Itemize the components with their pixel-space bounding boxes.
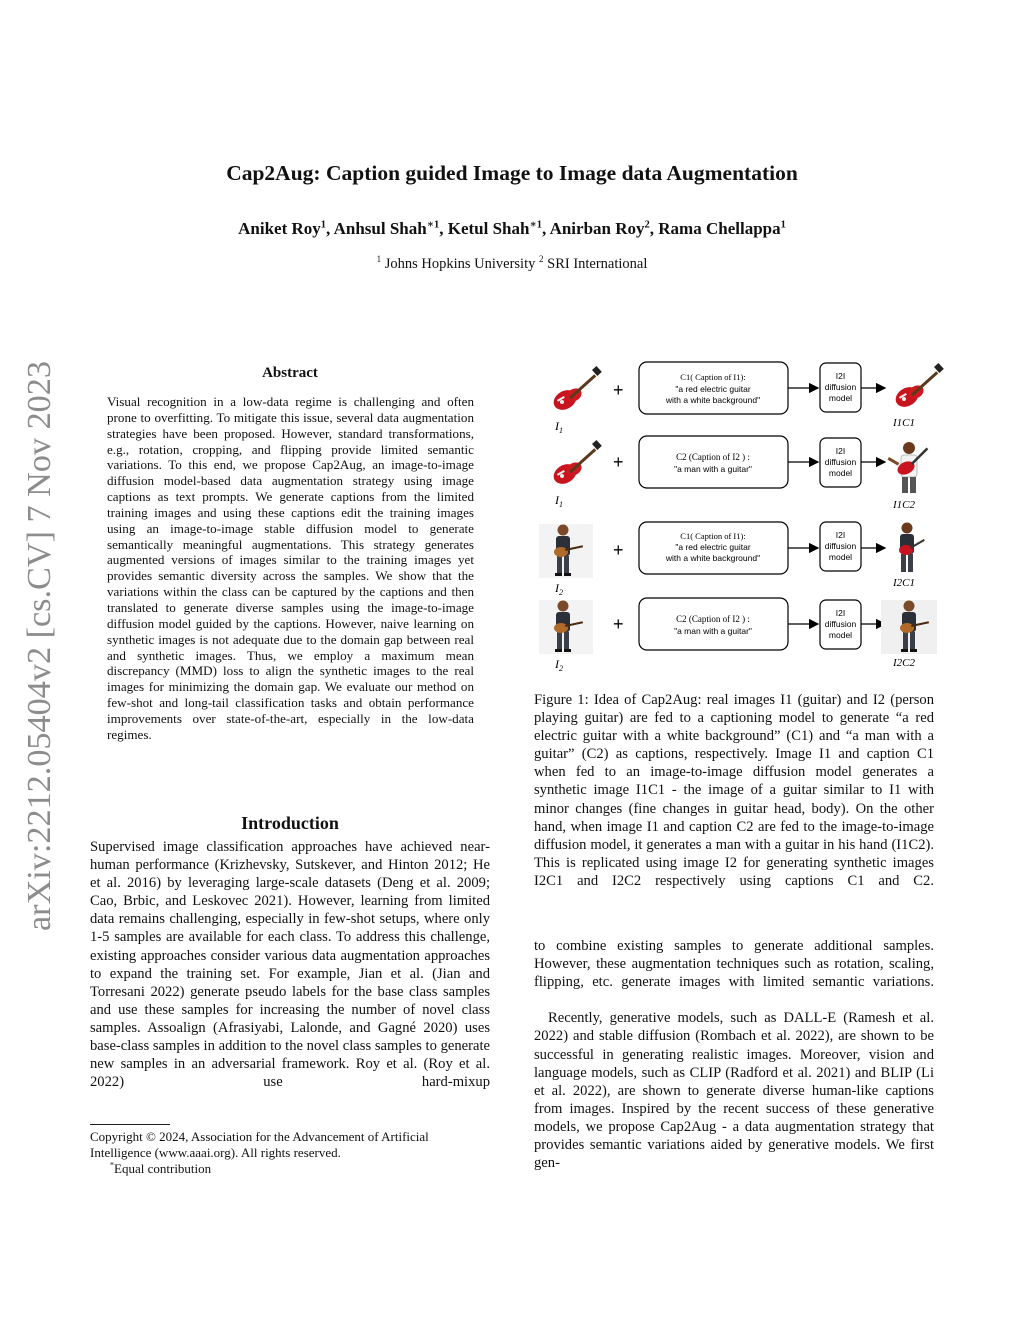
output-label: I1C2: [893, 499, 915, 511]
caption-line: "a red electric guitar: [675, 384, 751, 394]
footnote-divider: [90, 1124, 170, 1125]
caption-line: "a man with a guitar": [674, 464, 752, 474]
plus-sign: +: [613, 540, 624, 560]
copyright-note: Copyright © 2024, Association for the Advancement of Artificial Intelligence (www.aaai.org). All rights reserved.: [90, 1129, 429, 1160]
figure-row-1: [550, 362, 944, 435]
model-label-line: diffusion: [824, 457, 857, 467]
input-image-guitar: [550, 366, 602, 414]
author-mark: 1: [780, 219, 786, 231]
figure-1-diagram: [525, 352, 950, 682]
author-name: Aniket Roy: [238, 219, 321, 238]
output-image-guitar: [892, 363, 944, 411]
author-mark: 1: [320, 219, 327, 231]
model-label-line: model: [828, 468, 853, 478]
body-paragraph: to combine existing samples to generate additional samples. However, these augmentation techniques such as rotation, scaling, flipping, etc. generate images with limited semantic variations.: [534, 938, 934, 991]
author-mark: ∗1: [426, 219, 440, 231]
model-label-line: I2I: [835, 608, 846, 618]
paper-title: Cap2Aug: Caption guided Image to Image data Augmentation: [226, 161, 798, 185]
plus-sign: +: [613, 380, 624, 400]
arxiv-side-stamp: [0, 355, 60, 955]
model-label-line: diffusion: [824, 619, 857, 629]
affiliation-mark: 1: [376, 254, 382, 265]
caption-heading: C1( Caption of I1):: [680, 531, 746, 541]
affiliation-name: Johns Hopkins University: [384, 256, 536, 272]
caption-line: with a white background": [665, 395, 761, 405]
output-image-man-with-guitar: [888, 442, 929, 493]
author-name: Anirban Roy: [549, 219, 645, 238]
model-label-line: model: [828, 393, 853, 403]
caption-heading: C1( Caption of I1):: [680, 372, 746, 382]
caption-line: "a red electric guitar: [675, 542, 751, 552]
input-image-guitar: [550, 440, 602, 488]
output-label: I2C1: [893, 577, 915, 589]
abstract-body: Visual recognition in a low-data regime is challenging and often prone to overfitting. To mitigate this issue, several data augmentation strategies have been proposed. However, standard transformations, e.g., rotation, cropping, and flipping provide limited semantic variations. To this end, we propose Cap2Aug, an image-to-image diffusion model-based data augmentation strategy using image captions as text prompts. We generate captions from the limited training images and using these captions edit the training images using an image-to-image stable diffusion model to generate semantically meaningful augmentations. This strategy generates augmented versions of images similar to the training images yet provides semantic diversity across the samples. We show that the variations within the class can be captured by the captions and then translated to generate diverse samples using the image-to-image diffusion model guided by the captions. However, naive learning on synthetic images is not adequate due to the domain gap between real and synthetic images. Thus, we employ a maximum mean discrepancy (MMD) loss to align the synthetic images to the real images for minimizing the domain gap. We evaluate our method on few-shot and long-tail classification tasks and obtain performance improvements over state-of-the-art, especially in the low-data regimes.: [107, 394, 474, 742]
arxiv-id-text: arXiv:2212.05404v2 [cs.CV] 7 Nov 2023: [21, 364, 58, 931]
author-mark: ∗1: [529, 219, 543, 231]
output-label: I1C1: [893, 417, 915, 429]
model-label-line: diffusion: [824, 382, 857, 392]
model-label-line: model: [828, 630, 853, 640]
author-name: Anhsul Shah: [333, 219, 427, 238]
footnote-mark: *: [110, 1160, 115, 1170]
affiliation-mark: 2: [539, 254, 544, 265]
plus-sign: +: [613, 452, 624, 472]
caption-line: with a white background": [665, 553, 761, 563]
introduction-body: Supervised image classification approaches have achieved near-human performance (Krizhevsky, Sutskever, and Hinton 2012; He et al. 2016) by leveraging large-scale datasets (Deng et al. 2009; Cao, Brbic, and Leskovec 2021). However, learning from limited data remains challenging, especially in few-shot setups, where only 1-5 samples are available for each class. To address this challenge, existing approaches consider various data augmentation approaches to expand the training set. For example, Jian et al. (Jian and Torresani 2022) generate pseudo labels for the base class samples and use these samples for increasing the number of novel class samples. Assoalign (Afrasiyabi, Lalonde, and Gagné 2020) uses base-class samples in addition to the novel class samples to generate new samples in an adversarial framework. Roy et al. (Roy et al. 2022) use hard-mixup: [90, 839, 490, 1091]
abstract-heading: Abstract: [262, 365, 318, 381]
body-paragraph: Recently, generative models, such as DALL-E (Ramesh et al. 2022) and stable diffusion (Rombach et al. 2022), are shown to be successful in generating realistic images. Moreover, vision and language models, such as CLIP (Radford et al. 2021) and BLIP (Li et al. 2022), are shown to generate diverse human-like captions from images. Inspired by the recent success of these generative models, we propose Cap2Aug - a data augmentation strategy that provides semantic variations aided by generative models. We first gen-: [534, 1010, 934, 1172]
figure-row-2: [550, 436, 928, 511]
model-label-line: I2I: [835, 371, 846, 381]
input-label: $I_2$: [555, 581, 563, 597]
model-label-line: diffusion: [824, 541, 857, 551]
author-name: Rama Chellappa: [658, 219, 781, 238]
right-column-body: [534, 937, 934, 1190]
output-image-man-red-guitar: [899, 523, 925, 573]
plus-sign: +: [613, 614, 624, 634]
model-label-line: I2I: [835, 446, 846, 456]
caption-box: [639, 598, 788, 650]
input-label: $I_1$: [555, 419, 563, 435]
caption-box: [639, 436, 788, 488]
affiliations: [0, 256, 1024, 273]
author-name: Ketul Shah: [447, 219, 530, 238]
caption-heading: C2 (Caption of I2 ) :: [676, 452, 750, 462]
figure-1-caption: Figure 1: Idea of Cap2Aug: real images I1 (guitar) and I2 (person playing guitar) are fed to a captioning model to generate “a red electric guitar with a white background” (C1) and “a man with a guitar” (C2) as captions, respectively. Image I1 and caption C1 when fed to an image-to-image diffusion model generates a synthetic image I1C1 - the image of a guitar similar to I1 with minor changes (fine changes in guitar head, body). On the other hand, when image I1 and caption C2 are fed to the image-to-image diffusion model, it generates a man with a guitar in his hand (I1C2). This is replicated using image I2 for generating synthetic images I2C1 and I2C2 respectively using captions C1 and C2.: [534, 692, 934, 889]
caption-heading: C2 (Caption of I2 ) :: [676, 614, 750, 624]
equal-contribution-text: Equal contribution: [114, 1161, 212, 1176]
input-label: $I_1$: [555, 493, 563, 509]
model-label-line: model: [828, 552, 853, 562]
caption-line: "a man with a guitar": [674, 626, 752, 636]
equal-contribution-note: [90, 1161, 490, 1177]
author-list: Aniket Roy$^1$, Anhsul Shah$^{∗1}$, Ketul Shah$^{∗1}$, Anirban Roy$^2$, Rama Chellappa$^1$: [238, 219, 786, 238]
output-label: I2C2: [893, 657, 915, 669]
introduction-heading: Introduction: [241, 813, 339, 833]
figure-row-4: [539, 598, 937, 673]
footnotes: [90, 1129, 490, 1177]
input-label: $I_2$: [555, 657, 563, 673]
author-mark: 2: [644, 219, 650, 231]
figure-row-3: [539, 522, 925, 597]
affiliation-name: SRI International: [547, 256, 648, 272]
model-label-line: I2I: [835, 530, 846, 540]
